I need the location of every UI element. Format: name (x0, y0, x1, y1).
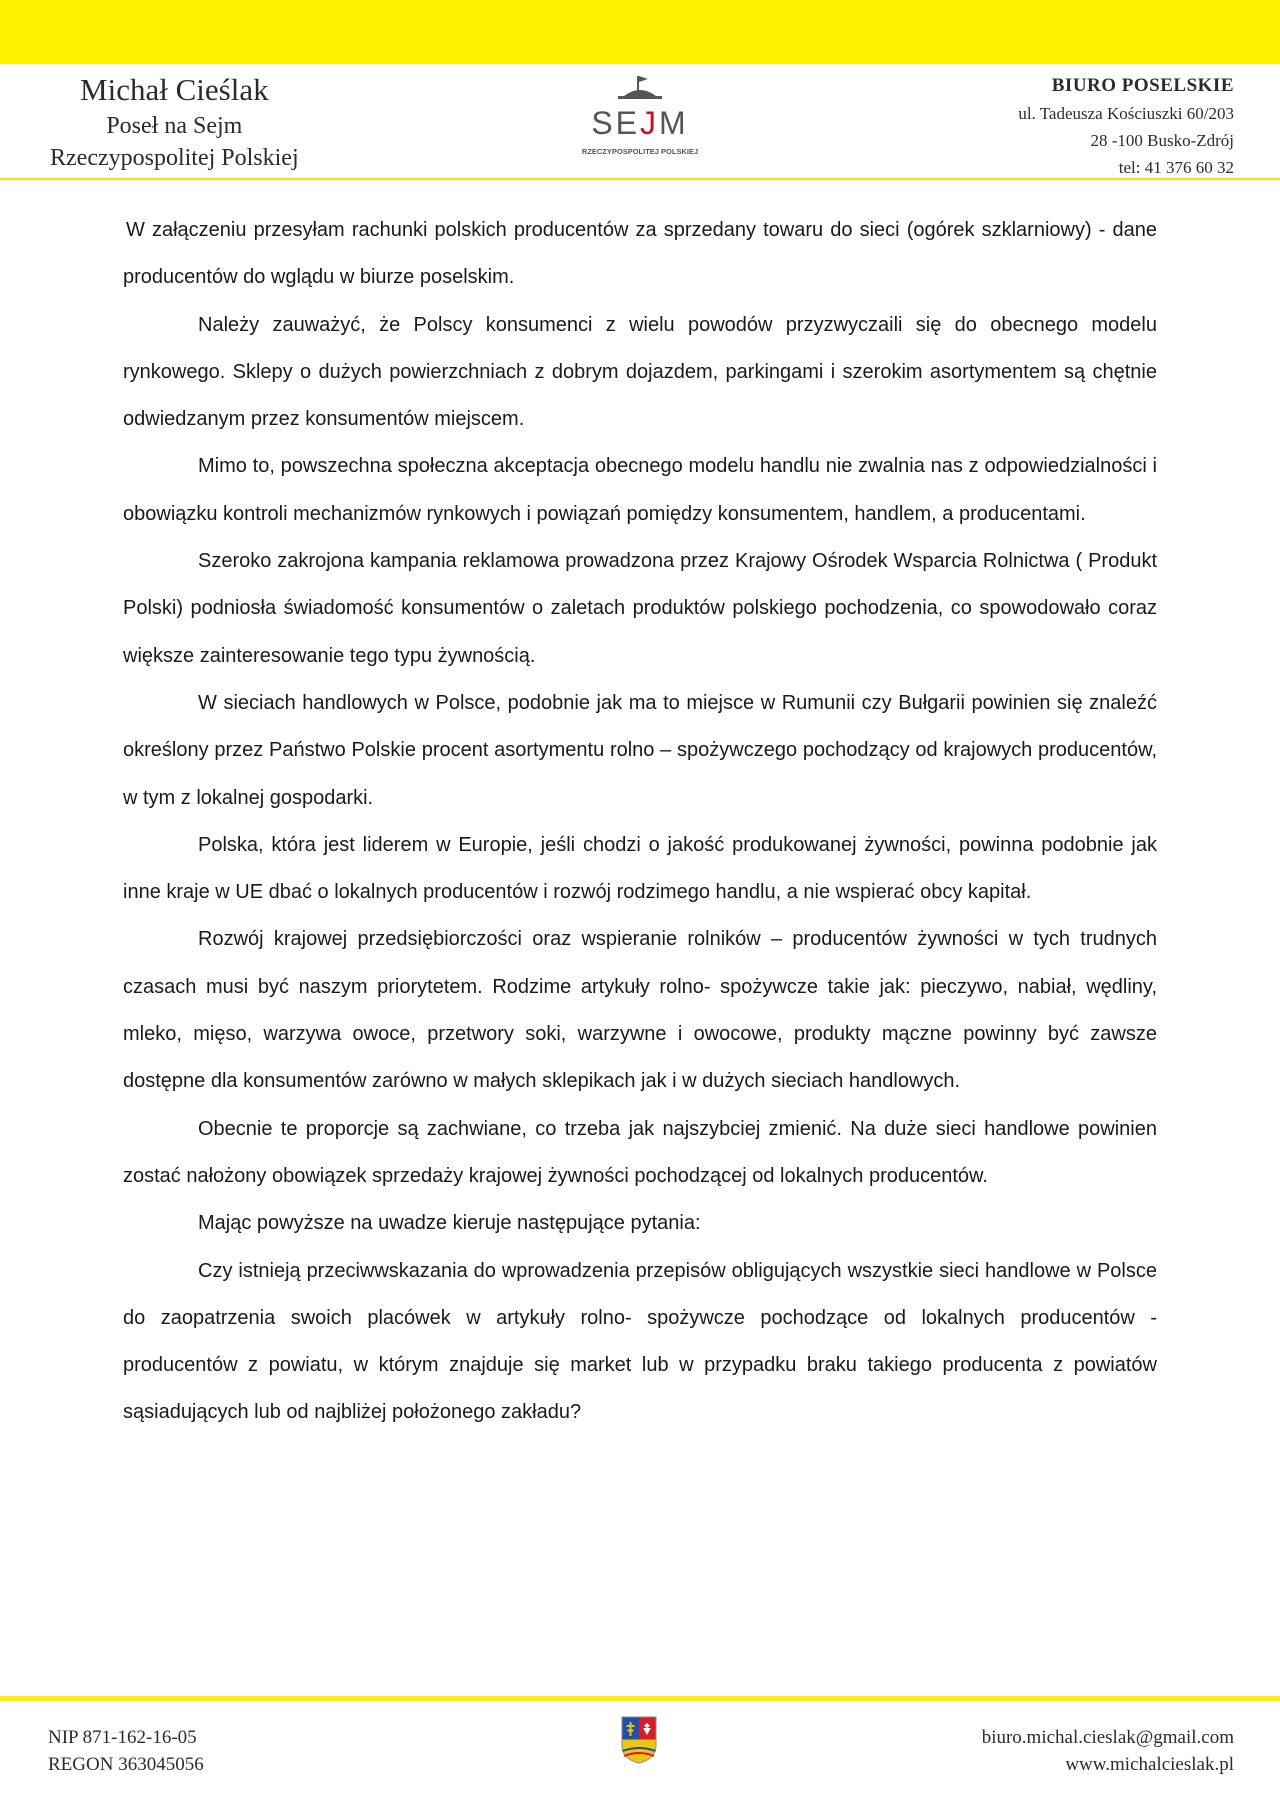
paragraph: W załączeniu przesyłam rachunki polskich producentów za sprzedany towaru do sieci (ogórek szklarniowy) - dane producentów do wglądu w biurze poselskim. (123, 219, 1157, 289)
paragraph: Szeroko zakrojona kampania reklamowa prowadzona przez Krajowy Ośrodek Wsparcia Rolnictwa ( Produkt Polski) podniosła świadomość konsumentów o zaletach produktów polskiego pochodzenia, co spowodowało coraz większe zainteresowanie tego typu żywnością. (123, 550, 1157, 667)
contact-info (982, 1724, 1234, 1778)
sejm-logo-icon (580, 74, 700, 184)
registration-numbers (48, 1724, 204, 1778)
paragraph: Należy zauważyć, że Polscy konsumenci z wielu powodów przyzwyczaili się do obecnego modelu rynkowego. Sklepy o dużych powierzchniach z dobrym dojazdem, parkingami i szerokim asortymentem są chętnie odwiedzanym przez konsumentów miejscem. (123, 313, 1157, 431)
header-divider (0, 178, 1280, 180)
paragraph: Polska, która jest liderem w Europie, jeśli chodzi o jakość produkowanej żywności, powinna podobnie jak inne kraje w UE dbać o lokalnych producentów i rozwój rodzimego handlu, a nie wspierać obcy kapitał. (123, 833, 1157, 904)
sejm-logo-word: SEJM (591, 105, 689, 141)
office-address (1018, 72, 1234, 181)
mp-title-line2: Rzeczypospolitej Polskiej (50, 145, 299, 171)
mp-title-line1: Poseł na Sejm (106, 113, 243, 139)
regon-number: REGON 363045056 (48, 1754, 204, 1775)
paragraph: Obecnie te proporcje są zachwiane, co trzeba jak najszybciej zmienić. Na duże sieci handlowe powinien zostać nałożony obowiązek sprzedaży krajowej żywności pochodzącej od lokalnych producentów. (123, 1117, 1157, 1187)
website-link[interactable]: www.michalcieslak.pl (1065, 1754, 1234, 1775)
header-yellow-band (0, 0, 1280, 64)
office-label: BIURO POSELSKIE (1051, 75, 1234, 96)
office-street: ul. Tadeusza Kościuszki 60/203 (1018, 104, 1234, 123)
letter-body (123, 207, 1157, 1437)
paragraph: Rozwój krajowej przedsiębiorczości oraz wspieranie rolników – producentów żywności w tych trudnych czasach musi być naszym priorytetem. Rodzime artykuły rolno- spożywcze takie jak: pieczywo, nabiał, wędliny, mleko, mięso, warzywa owoce, przetwory soki, warzywne i owocowe, produkty mączne powinny być zawsze dostępne dla konsumentów zarówno w małych sklepikach jak i w dużych sieciach handlowych. (123, 928, 1157, 1093)
office-phone: tel: 41 376 60 32 (1118, 158, 1234, 177)
paragraph: W sieciach handlowych w Polsce, podobnie jak ma to miejsce w Rumunii czy Bułgarii powinien się znaleźć określony przez Państwo Polskie procent asortymentu rolno – spożywczego pochodzący od krajowych producentów, w tym z lokalnej gospodarki. (123, 691, 1157, 809)
paragraph: Mimo to, powszechna społeczna akceptacja obecnego modelu handlu nie zwalnia nas z odpowiedzialności i obowiązku kontroli mechanizmów rynkowych i powiązań pomiędzy konsumentem, handlem, a producentami. (123, 455, 1157, 525)
paragraph: Czy istnieją przeciwwskazania do wprowadzenia przepisów obligujących wszystkie sieci handlowe w Polsce do zaopatrzenia swoich placówek w artykuły rolno- spożywcze pochodzące od lokalnych producentów - producentów z powiatu, w którym znajduje się market lub w przypadku braku takiego producenta z powiatów sąsiadujących lub od najbliżej położonego zakładu? (123, 1259, 1157, 1424)
letter-footer (0, 1701, 1280, 1810)
letterhead (0, 64, 1280, 184)
nip-number: NIP 871-162-16-05 (48, 1727, 197, 1748)
email-link[interactable]: biuro.michal.cieslak@gmail.com (981, 1727, 1234, 1748)
sejm-logo-caption: RZECZYPOSPOLITEJ POLSKIEJ (581, 147, 699, 156)
paragraph: Mając powyższe na uwadze kieruje następujące pytania: (198, 1212, 701, 1235)
swietokrzyskie-coat-of-arms-icon (620, 1715, 658, 1765)
mp-name: Michał Cieślak (80, 72, 269, 107)
mp-identity (50, 70, 299, 174)
office-city: 28 -100 Busko-Zdrój (1090, 131, 1234, 150)
